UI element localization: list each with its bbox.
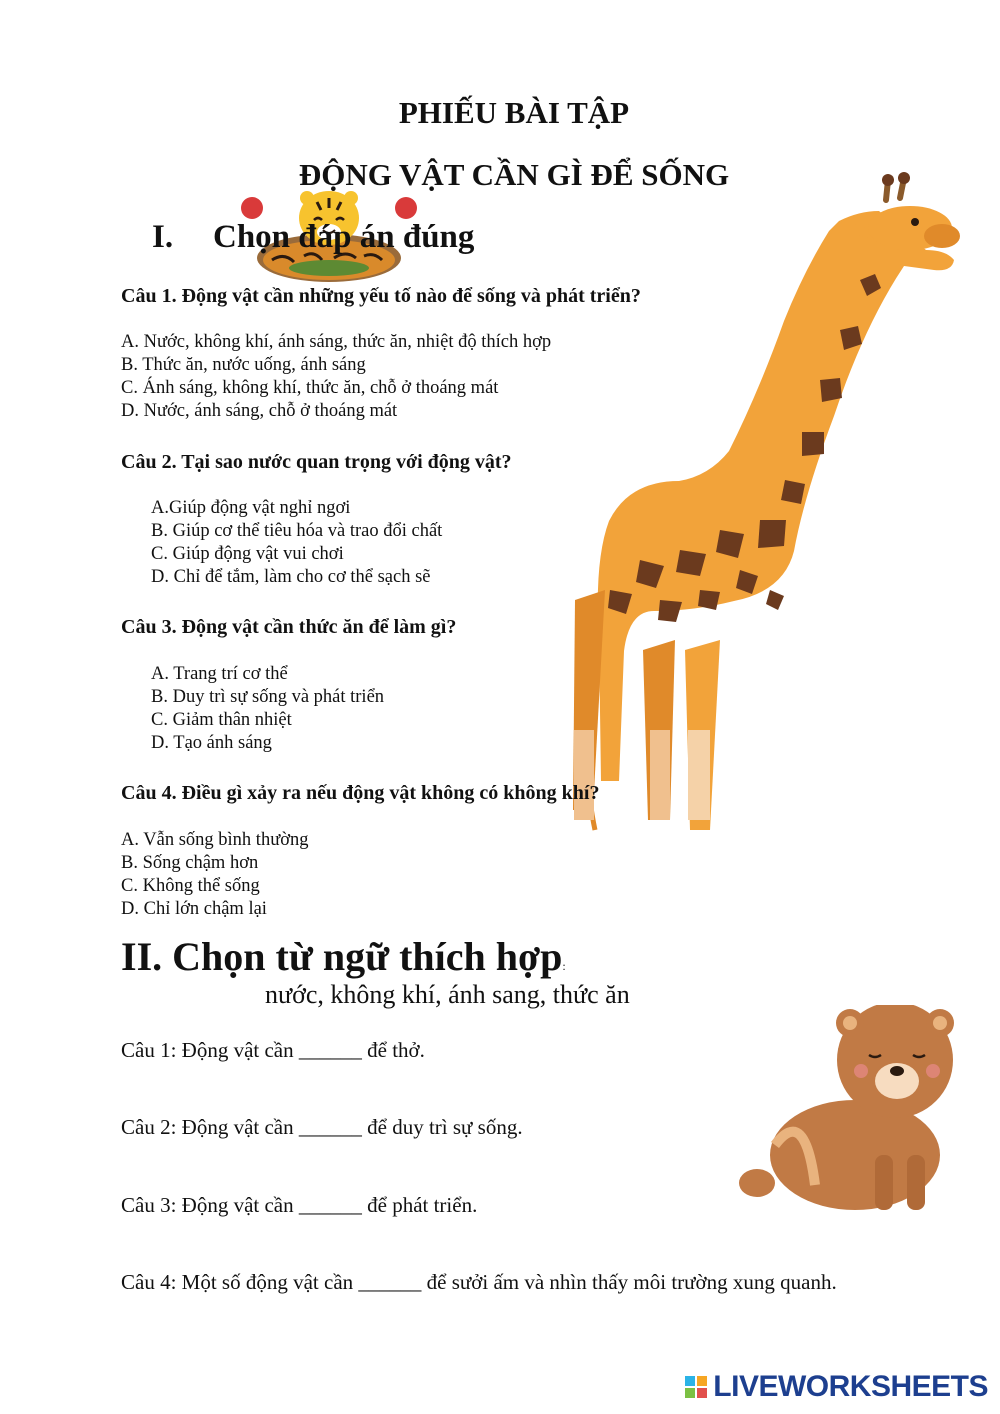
option-d[interactable]: D. Nước, ánh sáng, chỗ ở thoáng mát [121, 401, 398, 421]
option-b[interactable]: B. Thức ăn, nước uống, ánh sáng [121, 355, 366, 375]
question-4: Câu 4. Điều gì xảy ra nếu động vật không có không khí? [121, 782, 600, 804]
fill-question-3[interactable]: Câu 3: Động vật cần ______ để phát triển. [121, 1193, 478, 1217]
option-d[interactable]: D. Tạo ánh sáng [151, 733, 272, 753]
question-3-options [151, 663, 384, 755]
worksheet-subtitle: ĐỘNG VẬT CẦN GÌ ĐỂ SỐNG [298, 157, 730, 192]
option-c[interactable]: C. Giảm thân nhiệt [151, 710, 292, 730]
option-c[interactable]: C. Giúp động vật vui chơi [151, 544, 344, 564]
bear-icon [735, 1005, 965, 1210]
question-1-options [121, 331, 551, 423]
section1-heading: Chọn đáp án đúng [213, 219, 475, 255]
question-2: Câu 2. Tại sao nước quan trọng với động vật? [121, 451, 512, 473]
question-1: Câu 1. Động vật cần những yếu tố nào để sống và phát triển? [121, 285, 641, 307]
logo-grid-icon [685, 1376, 707, 1398]
giraffe-icon [570, 170, 970, 885]
fill-question-2[interactable]: Câu 2: Động vật cần ______ để duy trì sự sống. [121, 1115, 523, 1139]
section2-colon: : [562, 959, 566, 973]
option-b[interactable]: B. Giúp cơ thể tiêu hóa và trao đổi chất [151, 521, 443, 541]
section1-number: I. [152, 219, 174, 255]
word-bank: nước, không khí, ánh sang, thức ăn [265, 980, 630, 1009]
option-d[interactable]: D. Chỉ lớn chậm lại [121, 899, 267, 919]
fill-question-1[interactable]: Câu 1: Động vật cần ______ để thở. [121, 1038, 425, 1062]
option-d[interactable]: D. Chỉ để tắm, làm cho cơ thể sạch sẽ [151, 567, 431, 587]
question-2-options [151, 497, 442, 589]
question-4-options [121, 829, 309, 921]
section2-heading: II. Chọn từ ngữ thích hợp: [121, 934, 566, 979]
option-c[interactable]: C. Ánh sáng, không khí, thức ăn, chỗ ở thoáng mát [121, 378, 499, 398]
option-a[interactable]: A. Nước, không khí, ánh sáng, thức ăn, nhiệt độ thích hợp [121, 332, 552, 352]
option-b[interactable]: B. Duy trì sự sống và phát triển [151, 687, 385, 707]
option-a[interactable]: A.Giúp động vật nghỉ ngơi [151, 498, 351, 518]
liveworksheets-logo [685, 1370, 988, 1404]
question-3: Câu 3. Động vật cần thức ăn để làm gì? [121, 616, 457, 638]
worksheet-title: PHIẾU BÀI TẬP [398, 95, 630, 130]
option-a[interactable]: A. Trang trí cơ thể [151, 664, 288, 684]
option-b[interactable]: B. Sống chậm hơn [121, 853, 259, 873]
fill-question-4[interactable]: Câu 4: Một số động vật cần ______ để sưởi ấm và nhìn thấy môi trường xung quanh. [121, 1270, 837, 1294]
logo-text: LIVEWORKSHEETS [713, 1370, 988, 1403]
option-a[interactable]: A. Vẫn sống bình thường [121, 830, 309, 850]
option-c[interactable]: C. Không thể sống [121, 876, 260, 896]
